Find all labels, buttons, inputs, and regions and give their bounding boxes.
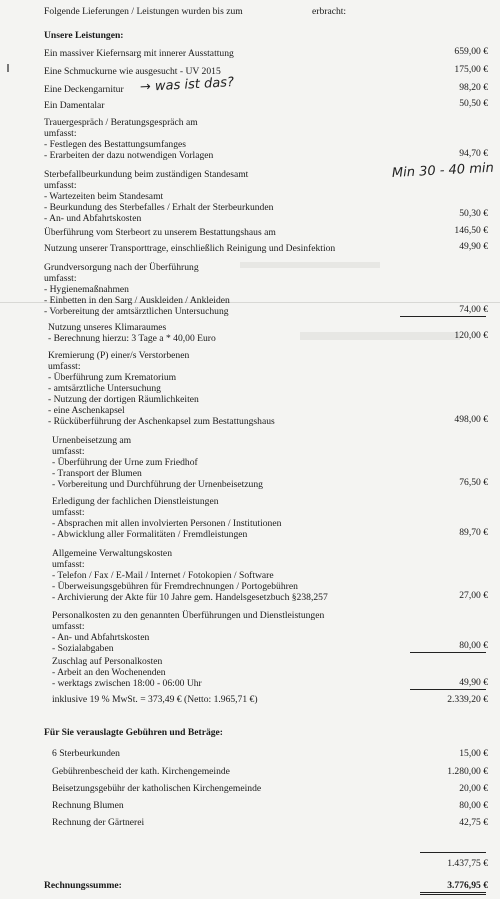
item-amount: 120,00 € (454, 330, 488, 341)
item-amount: 89,70 € (459, 527, 488, 538)
item-amount: 27,00 € (459, 590, 488, 601)
item-line: - Einbetten in den Sarg / Auskleiden / Ankleiden (44, 295, 230, 306)
item-line: Eine Schmuckurne wie ausgesucht - UV 2015 (44, 66, 221, 77)
fee-amount: 80,00 € (459, 800, 488, 811)
item-line: Ein massiver Kiefernsarg mit innerer Ausstattung (44, 48, 234, 59)
item-line: Kremierung (P) einer/s Verstorbenen (48, 350, 190, 361)
item-line: Personalkosten zu den genannten Überführungen und Dienstleistungen (52, 610, 325, 621)
item-line: - eine Aschenkapsel (48, 405, 125, 416)
item-line: Trauergespräch / Beratungsgespräch am (44, 117, 198, 128)
amount-underline (400, 316, 486, 317)
item-line: Nutzung unserer Transporttrage, einschließlich Reinigung und Desinfektion (44, 243, 336, 254)
item-line: Sterbefallbeurkundung beim zuständigen Standesamt (44, 169, 249, 180)
item-line: - Vorbereitung der amtsärztlichen Untersuchung (44, 306, 229, 317)
item-line: umfasst: (52, 559, 85, 570)
item-line: - Überweisungsgebühren für Fremdrechnungen / Portogebühren (52, 581, 298, 592)
fee-label: Rechnung der Gärtnerei (52, 817, 145, 828)
total-label: Rechnungssumme: (44, 880, 122, 891)
item-line: Grundversorgung nach der Überführung (44, 262, 199, 273)
header-tail: erbracht: (312, 6, 347, 17)
item-line: - Rücküberführung der Aschenkapsel zum Bestattungshaus (48, 416, 275, 427)
item-line: - Transport der Blumen (52, 468, 142, 479)
item-line: Ein Damentalar (44, 100, 105, 111)
item-amount: 659,00 € (454, 46, 488, 57)
item-line: umfasst: (52, 446, 85, 457)
item-amount: 74,00 € (459, 304, 488, 315)
item-line: - Archivierung der Akte für 10 Jahre gem. Handelsgesetzbuch §238,257 (52, 592, 328, 603)
item-line: Allgemeine Verwaltungskosten (52, 548, 172, 559)
item-line: umfasst: (44, 128, 77, 139)
fee-label: Rechnung Blumen (52, 800, 124, 811)
subtotal-fees: 1.437,75 € (447, 858, 488, 869)
item-line: umfasst: (44, 273, 77, 284)
item-line: - Sozialabgaben (52, 643, 114, 654)
item-line: - Festlegen des Bestattungsumfanges (44, 139, 187, 150)
item-line: - Wartezeiten beim Standesamt (44, 191, 164, 202)
subtotal-services: 2.339,20 € (447, 694, 488, 705)
fee-amount: 42,75 € (459, 817, 488, 828)
fee-amount: 1.280,00 € (447, 766, 488, 777)
item-line: - Telefon / Fax / E-Mail / Internet / Fotokopien / Software (52, 570, 274, 581)
fee-label: 6 Sterbeurkunden (52, 748, 120, 759)
handwritten-note: Min 30 - 40 min (391, 160, 495, 181)
item-amount: 498,00 € (454, 414, 488, 425)
handwritten-note: → was ist das? (139, 75, 235, 95)
item-line: - Berechnung hierzu: 3 Tage a * 40,00 Euro (48, 333, 216, 344)
item-line: - An- und Abfahrtskosten (44, 213, 142, 224)
item-amount: 146,50 € (454, 225, 488, 236)
item-line: umfasst: (52, 507, 85, 518)
item-line: umfasst: (48, 361, 81, 372)
item-line: umfasst: (52, 621, 85, 632)
item-line: - Abwicklung aller Formalitäten / Fremdleistungen (52, 529, 248, 540)
margin-mark (7, 64, 9, 72)
total-double-underline (420, 892, 486, 893)
fee-label: Beisetzungsgebühr der katholischen Kirchengemeinde (52, 783, 262, 794)
total-amount: 3.776,95 € (447, 880, 488, 891)
total-double-underline (420, 894, 486, 895)
item-line: - Erarbeiten der dazu notwendigen Vorlagen (44, 150, 214, 161)
item-line: - werktags zwischen 18:00 - 06:00 Uhr (52, 678, 202, 689)
item-line: Erledigung der fachlichen Dienstleistungen (52, 496, 219, 507)
item-amount: 50,30 € (459, 208, 488, 219)
fee-label: Gebührenbescheid der kath. Kirchengemeinde (52, 766, 230, 777)
amount-underline (410, 652, 486, 653)
item-line: Eine Deckengarnitur (44, 84, 124, 95)
item-amount: 49,90 € (459, 677, 488, 688)
item-line: - Arbeit an den Wochenenden (52, 667, 166, 678)
item-line: - An- und Abfahrtskosten (52, 632, 150, 643)
fee-amount: 20,00 € (459, 783, 488, 794)
item-line: - Überführung zum Krematorium (48, 372, 177, 383)
item-line: - Vorbereitung und Durchführung der Urnenbeisetzung (52, 479, 263, 490)
item-amount: 49,90 € (459, 241, 488, 252)
item-amount: 80,00 € (459, 640, 488, 651)
item-amount: 76,50 € (459, 477, 488, 488)
vat-line: inklusive 19 % MwSt. = 373,49 € (Netto: 1.965,71 €) (52, 694, 258, 705)
header-text: Folgende Lieferungen / Leistungen wurden bis zum (44, 6, 243, 17)
item-line: Überführung vom Sterbeort zu unserem Bestattungshaus am (44, 227, 276, 238)
item-line: - Beurkundung des Sterbefalles / Erhalt der Sterbeurkunden (44, 202, 274, 213)
item-line: - Absprachen mit allen involvierten Personen / Institutionen (52, 518, 282, 529)
scan-artifact (240, 262, 380, 268)
item-line: Zuschlag auf Personalkosten (52, 656, 163, 667)
section-title-fees: Für Sie verauslagte Gebühren und Beträge: (44, 727, 223, 738)
item-amount: 50,50 € (459, 98, 488, 109)
fee-amount: 15,00 € (459, 748, 488, 759)
item-line: - Überführung der Urne zum Friedhof (52, 457, 198, 468)
item-line: Nutzung unseres Klimaraumes (48, 322, 167, 333)
item-amount: 175,00 € (454, 64, 488, 75)
item-line: Urnenbeisetzung am (52, 435, 132, 446)
item-amount: 94,70 € (459, 148, 488, 159)
item-line: - amtsärztliche Untersuchung (48, 383, 161, 394)
scan-artifact (300, 332, 460, 340)
item-amount: 98,20 € (459, 82, 488, 93)
item-line: umfasst: (44, 180, 77, 191)
item-line: - Nutzung der dortigen Räumlichkeiten (48, 394, 199, 405)
section-title-services: Unsere Leistungen: (44, 30, 124, 41)
amount-underline (410, 689, 486, 690)
item-line: - Hygienemaßnahmen (44, 284, 129, 295)
amount-underline (420, 852, 486, 853)
